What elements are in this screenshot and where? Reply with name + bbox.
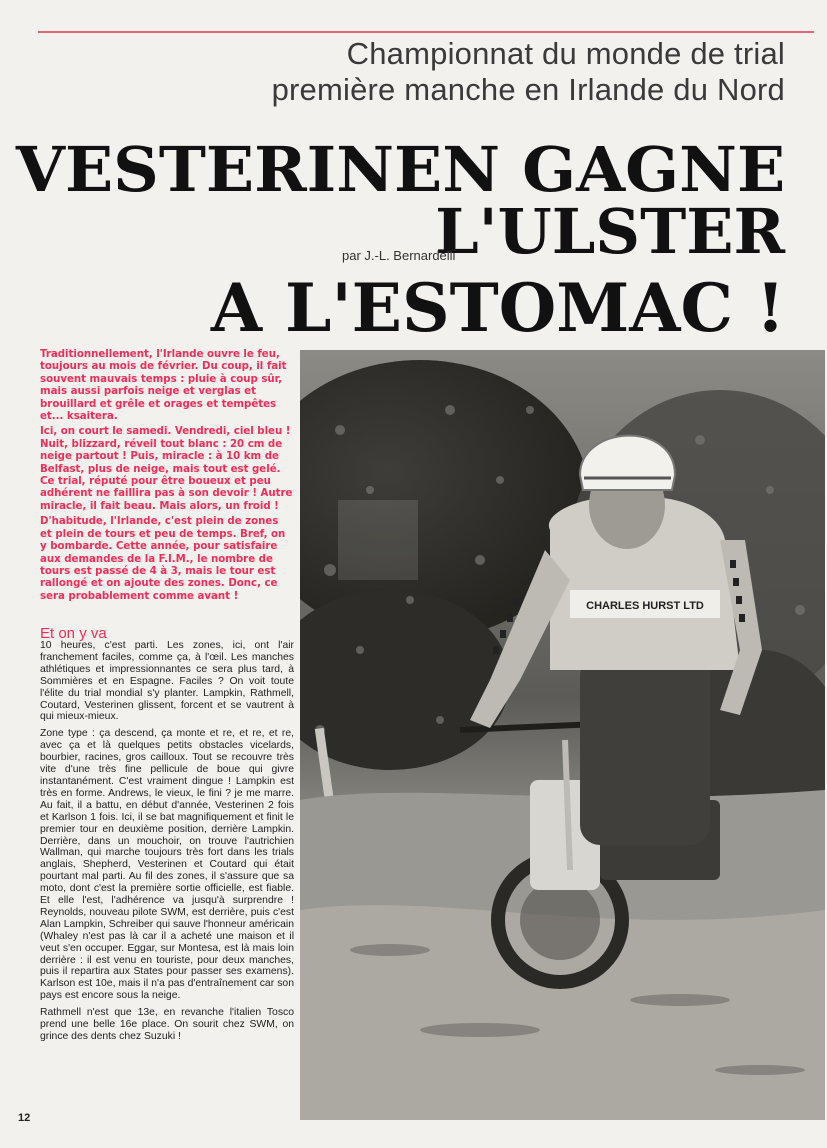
- lead-paragraph: Ici, on court le samedi. Vendredi, ciel bleu ! Nuit, blizzard, réveil tout blanc : 20 cm de neige partout ! Puis, miracle : à 10 km de Belfast, plus de neige, mais tout est gelé. Ce trial, réputé pour être boueux et peu adhérent ne faillira pas à son devoir ! Autre miracle, il fait beau. Mais alors, un froid !: [40, 426, 293, 512]
- kicker-line-1: Championnat du monde de trial: [346, 36, 785, 71]
- article-body: [40, 640, 294, 1048]
- headline-line-1: VESTERINEN GAGNE: [15, 133, 785, 206]
- lead-paragraph: D'habitude, l'Irlande, c'est plein de zones et plein de tours et peu de temps. Bref, on y bombarde. Cette année, pour satisfaire aux demandes de la F.I.M., le nombre de tours est passé de 4 à 3, mais le tour est rallongé et on ajoute des zones. Donc, ce sera probablement comme avant !: [40, 516, 286, 602]
- rider-photo-illustration: [300, 350, 825, 1120]
- body-paragraph: Zone type : ça descend, ça monte et re, et re, et re, avec ça et là quelques petits obstacles vicelards, bourbier, racines, gros cailloux. Tout se recouvre très vite d'une très fine pellicule de boue qui givre instantanément. C'est vraiment dingue ! Lampkin est très en forme. Andrews, le vieux, le fini ? je me marre. Au fait, il a battu, en début d'année, Vesterinen 2 fois et Karlson 1 fois. Ici, il se bat magnifiquement et finit le premier tour en deuxième position, derrière Lampkin. Derrière, dans un mouchoir, on trouve l'autrichien Wallman, qui marche toujours très fort dans les trials anglais, Shepherd, Vesterinen et Coutard qui était pourtant mal parti. Au fil des zones, il s'assure que sa moto, dont c'est la première sortie officielle, est fiable. Et elle l'est, l'adhérence va jusqu'à surprendre ! Reynolds, nouveau pilote SWM, est derrière, puis c'est Alan Lampkin, Schreiber qui sauve l'honneur américain (Whaley n'est pas là car il a acheté une maison et il veut s'en occuper. Eggar, sur Montesa, est là mais loin derrière : il est venu en touriste, pour deux manches, puis il repartira aux States pour passer ses examens). Karlson est 10e, mais il n'a pas d'entraînement car son pays est encore sous la neige.: [40, 728, 294, 1002]
- rider-photo: [300, 350, 825, 1120]
- watermark: [338, 500, 418, 580]
- section-title: Et on y va: [40, 625, 107, 642]
- top-rule: [38, 31, 814, 33]
- rider-trousers: [580, 655, 710, 845]
- body-paragraph: Rathmell n'est que 13e, en revanche l'italien Tosco prend une belle 16e place. On sourit chez SWM, on grince des dents chez Suzuki !: [40, 1007, 294, 1042]
- lead-paragraph: Traditionnellement, l'Irlande ouvre le feu, toujours au mois de février. Du coup, il fait souvent mauvais temps : pluie à coup sûr, mais aussi parfois neige et verglas et brouillard et grêle et orages et tempêtes et... ksaitera.: [40, 349, 287, 423]
- headline-line-2: L'ULSTER: [435, 195, 785, 268]
- body-paragraph: 10 heures, c'est parti. Les zones, ici, ont l'air franchement faciles, comme ça, à l'œil. Les manches athlétiques et impressionnantes ce sera plus tard, à Sommières et en Espagne. Faciles ? On voit toute l'élite du trial mondial s'y planter. Lampkin, Rathmell, Coutard, Vesterinen glissent, forcent et se vautrent à qui mieux-mieux.: [40, 640, 294, 723]
- kicker: [185, 36, 785, 108]
- kicker-line-2: première manche en Irlande du Nord: [271, 72, 785, 107]
- vest-sponsor-text: CHARLES HURST LTD: [586, 600, 704, 612]
- byline: par J.-L. Bernardelli: [342, 248, 456, 263]
- page-number: 12: [18, 1112, 31, 1124]
- headline-line-3: A L'ESTOMAC !: [210, 269, 785, 347]
- lead-intro: [40, 349, 293, 606]
